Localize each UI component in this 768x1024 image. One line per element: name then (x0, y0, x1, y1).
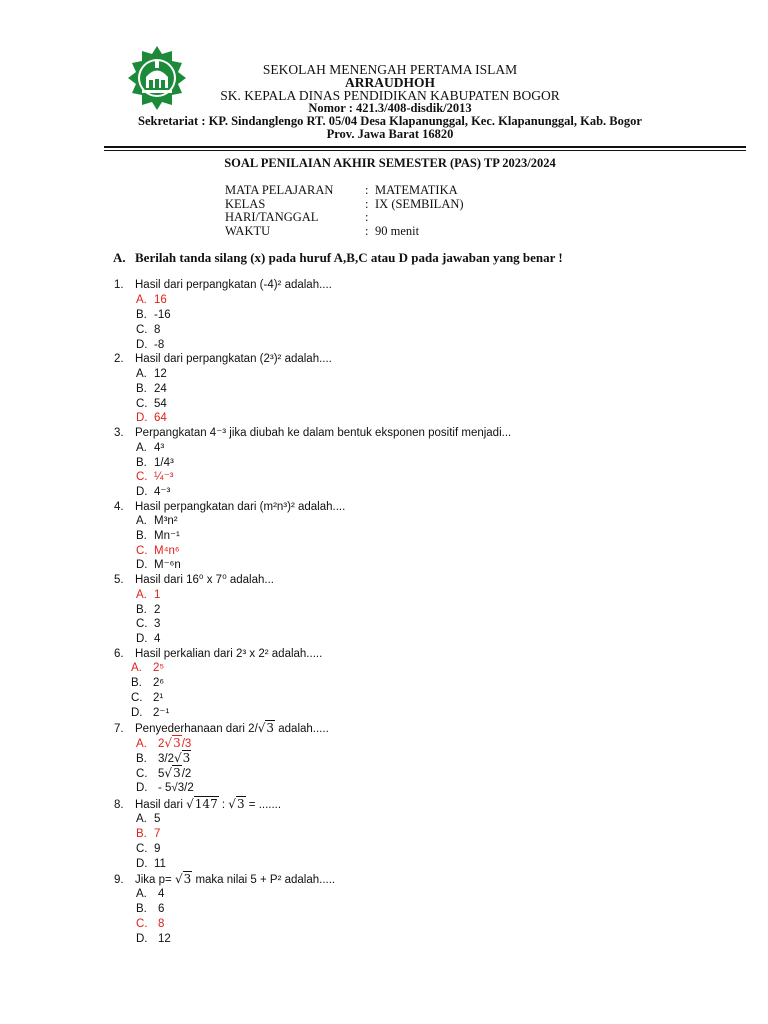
section-instruction (113, 250, 563, 266)
option-text: 3 (154, 618, 161, 630)
option-text: -8 (154, 339, 165, 351)
option-text: 8 (154, 324, 161, 336)
option-letter: A. (136, 813, 147, 825)
option-letter: D. (136, 933, 148, 945)
question-number: 1. (114, 279, 124, 291)
square-root: √147 (186, 797, 218, 811)
option-text: Mn⁻¹ (154, 530, 180, 542)
question-number: 7. (114, 723, 124, 735)
info-colon: : (365, 223, 369, 238)
option-a[interactable] (136, 293, 167, 307)
decree-number: Nomor : 421.3/408-disdik/2013 (308, 101, 472, 115)
option-d[interactable] (136, 632, 160, 646)
section-letter: A. (113, 250, 126, 265)
option-letter: A. (131, 662, 142, 674)
option-letter: D. (136, 412, 148, 424)
radicand: 3 (236, 797, 245, 811)
question-1 (114, 278, 332, 292)
square-root: √3 (164, 766, 181, 780)
option-letter: B. (136, 828, 147, 840)
school-type-line: SEKOLAH MENENGAH PERTAMA ISLAM (262, 62, 518, 77)
question-8 (114, 797, 281, 812)
option-b[interactable] (136, 382, 167, 396)
option-text: 24 (154, 383, 167, 395)
option-text: 54 (154, 398, 167, 410)
question-text: Penyederhanaan dari 2/ (135, 723, 258, 735)
radicand: 147 (194, 797, 218, 811)
question-number: 9. (114, 874, 124, 886)
school-province: Prov. Jawa Barat 16820 (326, 127, 454, 141)
option-letter: B. (136, 753, 147, 765)
option-c[interactable] (136, 397, 167, 411)
square-root: √3 (174, 872, 192, 886)
option-letter: C. (136, 918, 148, 930)
question-9 (114, 872, 335, 887)
option-letter: B. (136, 309, 147, 321)
option-text: 7 (154, 828, 161, 840)
option-text: 2⁵ (153, 662, 165, 674)
option-letter: D. (136, 559, 148, 571)
square-root: √3 (164, 736, 181, 750)
option-d[interactable] (136, 857, 166, 871)
option-b[interactable] (136, 751, 191, 766)
option-c[interactable] (136, 323, 160, 337)
option-text: 64 (154, 412, 167, 424)
exam-title: SOAL PENILAIAN AKHIR SEMESTER (PAS) TP 2023/2024 (224, 156, 556, 170)
info-key: HARI/TANGGAL (225, 210, 319, 224)
option-b[interactable] (136, 308, 171, 322)
option-c[interactable] (131, 691, 163, 705)
option-b[interactable] (131, 676, 164, 690)
option-text: 5 (158, 768, 165, 780)
question-number: 2. (114, 353, 124, 365)
question-text: Perpangkatan 4⁻³ jika diubah ke dalam bentuk eksponen positif menjadi... (135, 427, 512, 439)
option-text-end: /2 (181, 768, 192, 780)
question-7 (114, 721, 329, 736)
option-letter: A. (136, 294, 147, 306)
option-text: - 5√3/2 (158, 782, 194, 794)
option-letter: A. (136, 738, 147, 750)
question-text-mid: : (218, 799, 229, 811)
info-colon: : (365, 196, 369, 211)
option-text: 4⁻³ (154, 486, 171, 498)
square-root: √3 (257, 721, 275, 735)
option-b[interactable] (136, 456, 174, 470)
option-a[interactable] (136, 588, 160, 602)
option-letter: A. (136, 888, 147, 900)
option-c[interactable] (136, 842, 160, 856)
question-text: Hasil dari perpangkatan (2³)² adalah.... (135, 353, 332, 365)
question-5 (114, 573, 274, 587)
option-letter: C. (136, 471, 148, 483)
option-text: M⁻⁶n (154, 559, 181, 571)
option-text: 5 (154, 813, 161, 825)
question-text: Hasil perpangkatan dari (m²n³)² adalah.... (135, 501, 346, 513)
school-address: Sekretariat : KP. Sindanglengo RT. 05/04 Desa Klapanunggal, Kec. Klapanunggal, Kab. Bogor (138, 114, 642, 128)
option-letter: C. (136, 843, 148, 855)
option-text: 4³ (154, 442, 165, 454)
option-c[interactable] (136, 617, 160, 631)
option-d[interactable] (136, 558, 181, 572)
option-d[interactable] (131, 706, 169, 720)
option-c[interactable] (136, 470, 174, 484)
option-letter: A. (136, 515, 147, 527)
option-letter: B. (136, 903, 147, 915)
option-letter: C. (131, 692, 143, 704)
option-text: 4 (158, 888, 165, 900)
option-text: 1 (154, 589, 161, 601)
option-letter: D. (136, 486, 148, 498)
info-key: MATA PELAJARAN (225, 183, 334, 197)
option-letter: D. (136, 339, 148, 351)
question-number: 6. (114, 648, 124, 660)
option-a[interactable] (136, 887, 164, 901)
option-a[interactable] (136, 441, 164, 455)
option-letter: C. (136, 768, 148, 780)
option-text: 9 (154, 843, 161, 855)
question-text: Hasil dari (135, 799, 187, 811)
option-b[interactable] (136, 603, 160, 617)
option-letter: D. (136, 633, 148, 645)
option-text: 2⁻¹ (153, 707, 170, 719)
option-a[interactable] (136, 367, 167, 381)
question-text-end: = ....... (245, 799, 282, 811)
option-text: 11 (154, 858, 166, 870)
option-text: -16 (154, 309, 171, 321)
info-value: 90 menit (375, 223, 420, 238)
radicand: 3 (266, 721, 275, 735)
option-text-end: /3 (181, 738, 192, 750)
radicand: 3 (173, 736, 181, 750)
option-text: 1/4³ (154, 457, 174, 469)
option-letter: B. (131, 677, 142, 689)
option-letter: D. (136, 782, 148, 794)
radicand: 3 (182, 751, 191, 765)
option-letter: B. (136, 383, 147, 395)
option-b[interactable] (136, 902, 164, 916)
option-letter: C. (136, 545, 148, 557)
info-value: IX (SEMBILAN) (375, 196, 464, 211)
option-a[interactable] (136, 812, 160, 826)
option-text: 6 (158, 903, 165, 915)
info-colon: : (365, 183, 369, 197)
option-letter: B. (136, 604, 147, 616)
question-number: 5. (114, 574, 124, 586)
option-letter: B. (136, 530, 147, 542)
option-d[interactable] (136, 932, 171, 946)
option-letter: C. (136, 324, 148, 336)
question-text-end: adalah..... (275, 723, 329, 735)
question-text-end: maka nilai 5 + P² adalah..... (192, 874, 336, 886)
option-letter: A. (136, 368, 147, 380)
option-d[interactable] (136, 338, 164, 352)
question-number: 8. (114, 799, 124, 811)
radicand: 3 (173, 766, 181, 780)
option-letter: D. (131, 707, 143, 719)
option-letter: A. (136, 442, 147, 454)
option-text: 12 (158, 933, 171, 945)
option-d[interactable] (136, 781, 194, 795)
question-text: Jika p= (135, 874, 175, 886)
question-6 (114, 647, 322, 661)
question-number: 3. (114, 427, 124, 439)
option-text: M⁴n⁶ (154, 545, 180, 557)
option-text: 2 (154, 604, 161, 616)
decree-line: SK. KEPALA DINAS PENDIDIKAN KABUPATEN BOGOR (220, 88, 560, 103)
option-letter: B. (136, 457, 147, 469)
option-d[interactable] (136, 411, 167, 425)
option-a[interactable] (131, 661, 164, 675)
option-b[interactable] (136, 827, 160, 841)
question-4 (114, 500, 345, 514)
option-text: 4 (154, 633, 161, 645)
option-text: 3/2 (158, 753, 174, 765)
question-3 (114, 426, 511, 440)
option-text: 16 (154, 294, 167, 306)
option-text: ¼⁻³ (154, 471, 174, 483)
letterhead-divider-thin (104, 150, 746, 151)
option-c[interactable] (136, 917, 164, 931)
option-d[interactable] (136, 485, 170, 499)
option-c[interactable] (136, 766, 191, 781)
option-b[interactable] (136, 529, 180, 543)
option-text: 8 (158, 918, 165, 930)
radicand: 3 (183, 872, 192, 886)
info-value: MATEMATIKA (375, 183, 458, 197)
letterhead-divider (104, 146, 746, 148)
option-text: 2⁶ (153, 677, 165, 689)
question-text: Hasil perkalian dari 2³ x 2² adalah..... (135, 648, 323, 660)
school-name: ARRAUDHOH (345, 75, 435, 90)
option-letter: A. (136, 589, 147, 601)
option-letter: C. (136, 618, 148, 630)
question-text: Hasil dari perpangkatan (-4)² adalah.... (135, 279, 332, 291)
option-a[interactable] (136, 736, 191, 751)
option-letter: D. (136, 858, 148, 870)
info-key: KELAS (225, 196, 266, 211)
option-text: M³n² (154, 515, 178, 527)
question-number: 4. (114, 501, 124, 513)
option-letter: C. (136, 398, 148, 410)
question-text: Hasil dari 16⁰ x 7⁰ adalah... (135, 574, 274, 586)
option-text: 2 (158, 738, 165, 750)
info-colon: : (365, 210, 369, 224)
square-root: √3 (174, 751, 191, 765)
option-text: 2¹ (153, 692, 164, 704)
option-a[interactable] (136, 514, 178, 528)
question-2 (114, 352, 332, 366)
option-text: 12 (154, 368, 167, 380)
square-root: √3 (228, 797, 245, 811)
info-key: WAKTU (225, 223, 271, 238)
instruction-text: Berilah tanda silang (x) pada huruf A,B,C atau D pada jawaban yang benar ! (135, 250, 563, 265)
option-c[interactable] (136, 544, 180, 558)
